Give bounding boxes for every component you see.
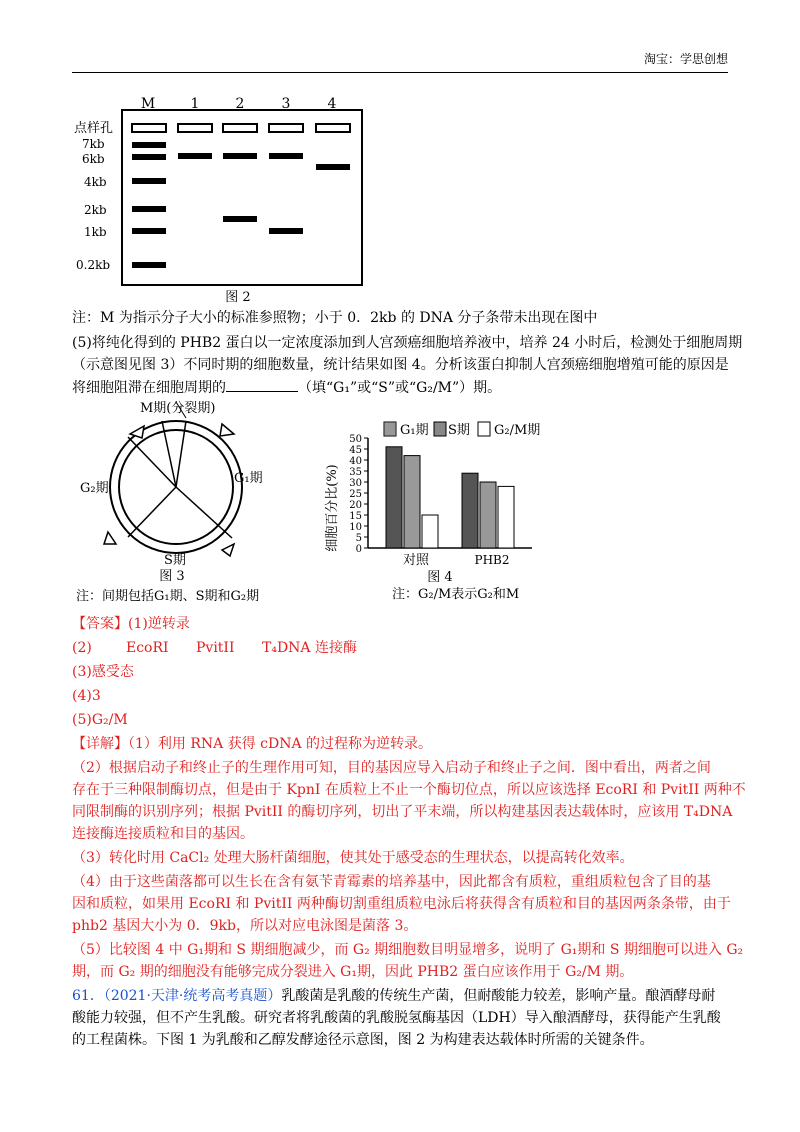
well-2 bbox=[223, 124, 257, 132]
g2-start-line bbox=[128, 437, 176, 487]
answer-2-num: (2) bbox=[72, 640, 92, 656]
fig2-caption: 图 2 bbox=[225, 290, 251, 305]
y-tick-label: 15 bbox=[349, 511, 362, 522]
band-3-b bbox=[269, 228, 303, 234]
band-m-2kb bbox=[132, 206, 166, 212]
legend-swatch-g1-fill bbox=[384, 422, 396, 436]
bar-g2m-phb2 bbox=[498, 486, 514, 548]
arrow-icon-nw bbox=[130, 426, 144, 438]
arrow-icon-sw bbox=[104, 532, 116, 544]
y-tick-label: 0 bbox=[355, 544, 362, 555]
explain-line-11: 期，而 G₂ 期的细胞没有能够完成分裂进入 G₁期，因此 PHB2 蛋白应该作用于 G₂/M 期。 bbox=[72, 964, 634, 980]
m-phase-label: M期(分裂期) bbox=[140, 401, 216, 416]
fig3-note: 注：间期包括G₁期、S期和G₂期 bbox=[76, 589, 260, 604]
q5-line-3 bbox=[72, 377, 501, 398]
q61-source: （2021·天津·统考高考真题） bbox=[103, 988, 282, 1004]
legend-label-g1: G₁期 bbox=[400, 423, 429, 438]
cell-percent-chart bbox=[322, 418, 582, 610]
band-1-a bbox=[178, 153, 212, 159]
g2-phase-label: G₂期 bbox=[80, 481, 109, 496]
answer-2-item-1: EcoRI bbox=[126, 640, 169, 656]
answer-1: 【答案】(1)逆转录 bbox=[72, 616, 190, 632]
band-m-02kb bbox=[132, 262, 166, 268]
explain-line-5: 连接酶连接质粒和目的基因。 bbox=[72, 826, 254, 842]
arrow-icon-se bbox=[222, 544, 234, 556]
explain-line-10: （5）比较图 4 中 G₁期和 S 期细胞减少，而 G₂ 期细胞数目明显增多，说明了 G₁期和 S 期细胞可以进入 G₂ bbox=[72, 942, 744, 958]
row-label-7kb: 7kb bbox=[82, 137, 105, 151]
well-3 bbox=[269, 124, 303, 132]
q5-line-3-text-a: 将细胞阻滞在细胞周期的 bbox=[72, 380, 226, 396]
row-label-6kb: 6kb bbox=[82, 152, 105, 166]
lane-label-3: 3 bbox=[281, 96, 291, 112]
answer-3: (3)感受态 bbox=[72, 664, 134, 680]
arrow-icon-ne bbox=[220, 424, 234, 436]
q61-number: 61． bbox=[72, 988, 104, 1004]
y-tick-label: 30 bbox=[349, 478, 362, 489]
explain-line-4: 同限制酶的识别序列；根据 PvitII 的酶切序列，切出了平末端，所以构建基因表达载体时，应该用 T₄DNA bbox=[72, 804, 733, 820]
bar-s-phb2 bbox=[480, 482, 496, 548]
g1-phase-label: G₁期 bbox=[234, 471, 263, 486]
band-m-1kb bbox=[132, 228, 166, 234]
answer-2-item-2: PvitII bbox=[196, 640, 235, 656]
bar-s-control bbox=[404, 456, 420, 548]
explain-line-7: （4）由于这些菌落都可以生长在含有氨苄青霉素的培养基中，因此都含有质粒，重组质粒包含了目的基 bbox=[72, 874, 711, 890]
lane-label-m: M bbox=[140, 96, 156, 112]
lane-label-4: 4 bbox=[327, 96, 337, 112]
legend-swatch-g2m bbox=[478, 422, 490, 436]
category-label-phb2: PHB2 bbox=[474, 553, 510, 567]
band-m-7kb bbox=[132, 142, 166, 148]
gel-frame bbox=[122, 110, 362, 285]
bar-g2m-control bbox=[422, 515, 438, 548]
legend-swatch-s bbox=[434, 422, 446, 436]
chart-ylabel: 细胞百分比(%) bbox=[325, 464, 340, 552]
explain-line-2: （2）根据启动子和终止子的生理作用可知，目的基因应导入启动子和终止子之间．图中看出，两者之间 bbox=[72, 760, 711, 776]
legend-label-g2m: G₂/M期 bbox=[494, 423, 541, 438]
explain-line-1: 【详解】（1）利用 RNA 获得 cDNA 的过程称为逆转录。 bbox=[72, 736, 433, 752]
cell-cycle-figure bbox=[72, 400, 312, 610]
q5-line-3-text-b: （填“G₁”或“S”或“G₂/M”）期。 bbox=[298, 380, 502, 396]
q61-line-3: 的工程菌株。下图 1 为乳酸和乙醇发酵途径示意图，图 2 为构建表达载体时所需的关键条件。 bbox=[72, 1032, 654, 1048]
gel-figure bbox=[70, 96, 370, 306]
band-m-6kb bbox=[132, 154, 166, 160]
lane-label-2: 2 bbox=[235, 96, 245, 112]
explain-line-3: 存在于三种限制酶切点，但是由于 KpnI 在质粒上不止一个酶切位点，所以应该选择 EcoRI 和 PvitII 两种不 bbox=[72, 782, 746, 798]
bar-g1-phb2 bbox=[462, 473, 478, 548]
y-tick-label: 5 bbox=[355, 533, 362, 544]
lane-label-1: 1 bbox=[190, 96, 200, 112]
well-4 bbox=[316, 124, 350, 132]
answer-4: (4)3 bbox=[72, 688, 101, 704]
y-tick-label: 35 bbox=[349, 467, 362, 478]
y-tick-label: 45 bbox=[349, 445, 362, 456]
band-2-a bbox=[223, 153, 257, 159]
band-3-a bbox=[269, 153, 303, 159]
legend-label-s: S期 bbox=[448, 423, 470, 438]
explain-line-6: （3）转化时用 CaCl₂ 处理大肠杆菌细胞，使其处于感受态的生理状态，以提高转化效率。 bbox=[72, 850, 634, 866]
q61-line-2: 酸能力较强，但不产生乳酸。研究者将乳酸菌的乳酸脱氢酶基因（LDH）导入酿酒酵母，获得能产生乳酸 bbox=[72, 1010, 721, 1026]
s-phase-label: S期 bbox=[164, 553, 186, 568]
q61-text-1: 乳酸菌是乳酸的传统生产菌，但耐酸能力较差，影响产量。酿酒酵母耐 bbox=[281, 988, 716, 1004]
band-4-a bbox=[316, 164, 350, 170]
fig2-note: 注：M 为指示分子大小的标准参照物；小于 0．2kb 的 DNA 分子条带未出现在图中 bbox=[72, 310, 598, 326]
y-tick-label: 20 bbox=[349, 500, 362, 511]
well-m bbox=[132, 124, 166, 132]
band-m-4kb bbox=[132, 178, 166, 184]
fig3-caption: 图 3 bbox=[159, 569, 185, 584]
s-start-line bbox=[128, 487, 176, 537]
y-tick-label: 10 bbox=[349, 522, 362, 533]
s-end-line bbox=[176, 487, 232, 538]
row-label-2kb: 2kb bbox=[84, 203, 107, 217]
band-2-b bbox=[223, 216, 257, 222]
bar-g1-control bbox=[386, 447, 402, 548]
answer-2-item-3: T₄DNA 连接酶 bbox=[262, 640, 357, 656]
row-label-wells: 点样孔 bbox=[74, 121, 114, 136]
explain-line-8: 因和质粒，如果用 EcoRI 和 PvitII 两种酶切割重组质粒电泳后将获得含有质粒和目的基因两条条带，由于 bbox=[72, 896, 731, 912]
row-label-02kb: 0.2kb bbox=[76, 258, 111, 272]
y-tick-label: 40 bbox=[349, 456, 362, 467]
header-rule bbox=[72, 72, 728, 73]
explain-line-9: phb2 基因大小为 0．9kb，所以对应电泳图是菌落 3。 bbox=[72, 918, 418, 934]
category-label-control: 对照 bbox=[402, 553, 430, 568]
y-tick-label: 50 bbox=[349, 434, 362, 445]
q5-line-1: (5)将纯化得到的 PHB2 蛋白以一定浓度添加到人宫颈癌细胞培养液中，培养 24 小时后，检测处于细胞周期 bbox=[72, 335, 743, 351]
q5-line-2: （示意图见图 3）不同时期的细胞数量，统计结果如图 4。分析该蛋白抑制人宫颈癌细胞增殖可能的原因是 bbox=[72, 357, 729, 373]
well-1 bbox=[178, 124, 212, 132]
fig4-note: 注：G₂/M表示G₂和M bbox=[392, 587, 520, 602]
page-header: 淘宝：学思创想 bbox=[643, 52, 728, 66]
y-tick-label: 25 bbox=[349, 489, 362, 500]
answer-5: (5)G₂/M bbox=[72, 712, 128, 728]
row-label-4kb: 4kb bbox=[84, 175, 107, 189]
answer-blank bbox=[226, 377, 298, 392]
row-label-1kb: 1kb bbox=[84, 225, 107, 239]
q61-line-1 bbox=[72, 986, 715, 1006]
fig4-caption: 图 4 bbox=[427, 570, 453, 585]
